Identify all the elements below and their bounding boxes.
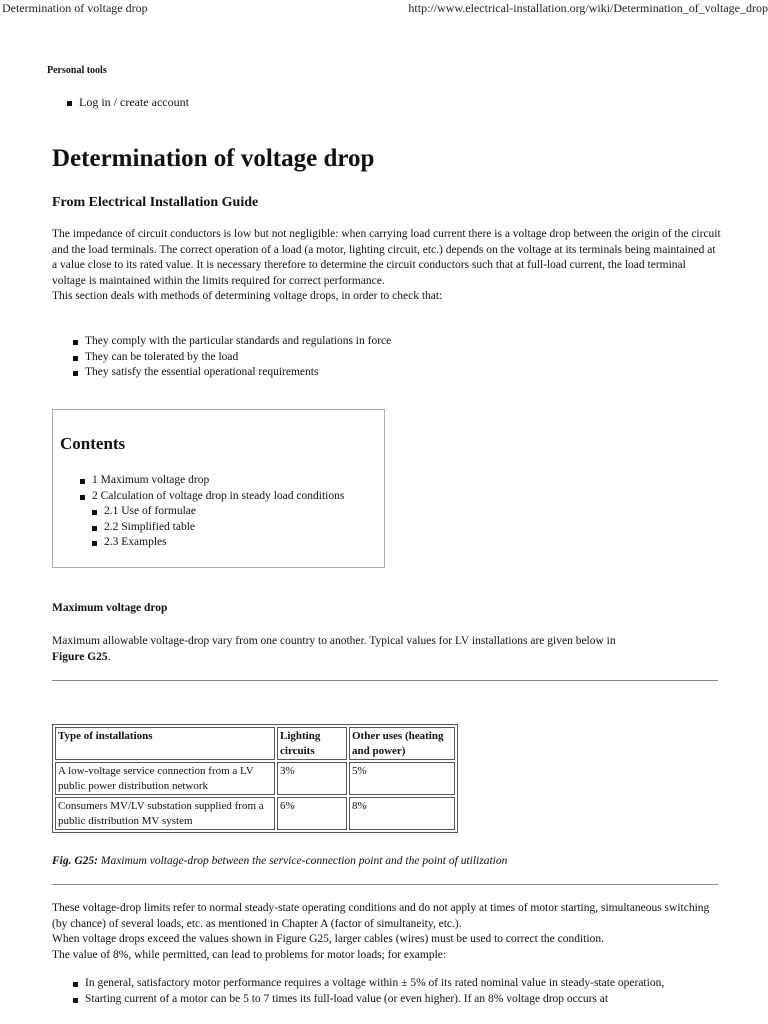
table-cell: A low-voltage service connection from a LV public power distribution network <box>55 762 275 795</box>
table-cell: 5% <box>349 762 455 795</box>
toc-subitem[interactable] <box>92 504 344 520</box>
print-header <box>0 1 768 15</box>
toc-item[interactable] <box>80 473 344 489</box>
toc-sublist <box>92 504 344 551</box>
list-item: They satisfy the essential operational requirements <box>73 365 391 381</box>
intro-paragraph: The impedance of circuit conductors is low but not negligible: when carrying load current there is a voltage drop between the origin of the circuit and the load terminals. The correct operation of a load (a motor, lighting circuit, etc.) depends on the voltage at its terminals being maintained at a value close to its rated value. It is necessary therefore to determine the circuit conductors such that at full-load current, the load terminal voltage is maintained within the limits required for correct performance. <box>52 228 721 287</box>
list-item: Starting current of a motor can be 5 to 7 times its full-load value (or even higher). If an 8% voltage drop occurs at <box>73 992 723 1008</box>
list-item: They can be tolerated by the load <box>73 350 391 366</box>
table-of-contents <box>52 409 385 568</box>
toc-title: Contents <box>60 434 126 453</box>
table-header-row <box>55 727 455 760</box>
limits-paragraph: These voltage-drop limits refer to normal steady-state operating conditions and do not apply at times of motor starting, simultaneous switching (by chance) of several loads, etc. as mentioned in Chapter A (factor of simultaneity, etc.). <box>52 902 710 930</box>
figure-caption-text: Maximum voltage-drop between the service-connection point and the point of utilization <box>98 855 508 867</box>
list-item: In general, satisfactory motor performance requires a voltage within ± 5% of its rated nominal value in steady-state operation, <box>73 976 723 992</box>
page-title: Determination of voltage drop <box>52 145 375 172</box>
table-cell: Consumers MV/LV substation supplied from a public distribution MV system <box>55 797 275 830</box>
toc-list <box>80 473 344 551</box>
toc-link-calculation[interactable]: 2 Calculation of voltage drop in steady load conditions <box>92 489 345 502</box>
limits-text <box>52 901 722 963</box>
figure-caption <box>52 855 507 867</box>
site-subtitle: From Electrical Installation Guide <box>52 195 259 210</box>
login-link[interactable]: Log in / create account <box>79 95 189 109</box>
limits-paragraph-3: The value of 8%, while permitted, can lead to problems for motor loads; for example: <box>52 948 447 961</box>
toc-link-maximum-voltage-drop[interactable]: 1 Maximum voltage drop <box>92 474 210 486</box>
list-item: They comply with the particular standards and regulations in force <box>73 334 391 350</box>
figure-reference: Figure G25 <box>52 650 108 663</box>
table-row <box>55 797 455 830</box>
personal-tools-heading: Personal tools <box>47 65 107 76</box>
toc-subitem[interactable] <box>92 535 344 551</box>
table-row <box>55 762 455 795</box>
section-heading: Maximum voltage drop <box>52 602 168 614</box>
period: . <box>107 650 111 663</box>
personal-tools-item[interactable] <box>67 95 189 111</box>
personal-tools-list <box>67 95 189 111</box>
column-header: Type of installations <box>55 727 275 760</box>
voltage-drop-table <box>52 724 458 833</box>
motor-problems-list <box>73 976 723 1007</box>
table-cell: 6% <box>277 797 347 830</box>
print-header-url: http://www.electrical-installation.org/wiki/Determination_of_voltage_drop <box>408 1 768 15</box>
intro-paragraph-2: This section deals with methods of determining voltage drops, in order to check that: <box>52 290 443 302</box>
toc-link-simplified-table[interactable]: 2.2 Simplified table <box>104 520 196 533</box>
print-header-title: Determination of voltage drop <box>2 1 148 15</box>
column-header: Other uses (heating and power) <box>349 727 455 760</box>
table-cell: 8% <box>349 797 455 830</box>
toc-link-use-of-formulae[interactable]: 2.1 Use of formulae <box>104 505 196 517</box>
intro-text <box>52 227 722 305</box>
section-paragraph-text: Maximum allowable voltage-drop vary from one country to another. Typical values for LV installations are given below in <box>52 635 616 647</box>
divider <box>52 680 718 681</box>
figure-caption-label: Fig. G25: <box>52 855 98 867</box>
requirements-list <box>73 334 391 381</box>
column-header: Lighting circuits <box>277 727 347 760</box>
section-paragraph <box>52 634 722 665</box>
table-cell: 3% <box>277 762 347 795</box>
divider <box>52 884 718 885</box>
toc-item[interactable] <box>80 489 344 551</box>
toc-link-examples[interactable]: 2.3 Examples <box>104 536 167 548</box>
limits-paragraph-2: When voltage drops exceed the values shown in Figure G25, larger cables (wires) must be used to correct the condition. <box>52 933 604 945</box>
toc-subitem[interactable] <box>92 520 344 536</box>
